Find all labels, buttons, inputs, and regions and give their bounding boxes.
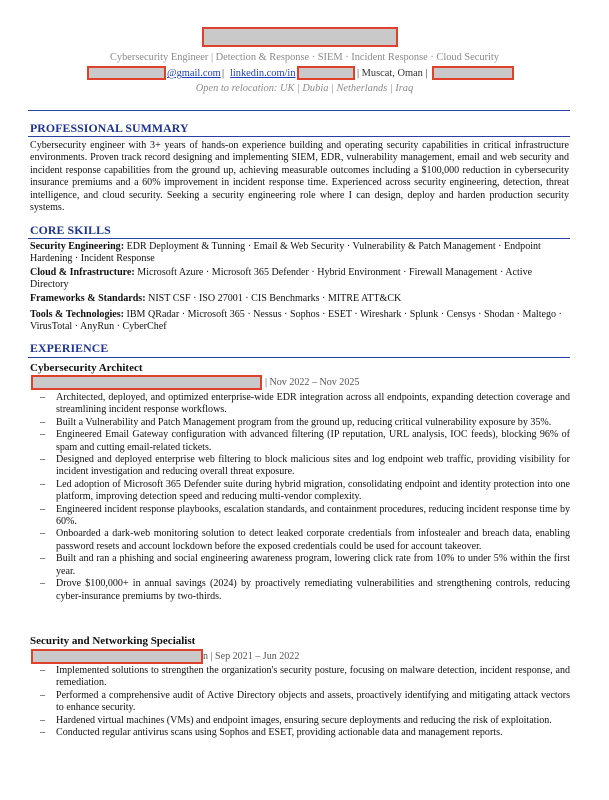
skill-value: NIST CSF · ISO 27001 · CIS Benchmarks · MITRE ATT&CK (148, 293, 402, 304)
redacted-name (202, 27, 398, 47)
skill-value: IBM QRadar · Microsoft 365 · Nessus · Sophos · ESET · Wireshark · Splunk · Censys · Shodan · Maltego · VirusTotal · AnyRun · CyberChef (30, 309, 562, 333)
redacted-linkedin-handle (297, 66, 355, 80)
redacted-email-user (87, 66, 166, 80)
skill-label: Cloud & Infrastructure: (30, 267, 135, 278)
headline-tagline: Cybersecurity Engineer | Detection & Response · SIEM · Incident Response · Cloud Security (109, 52, 500, 63)
bullet-item: – Onboarded a dark-web monitoring solution to detect leaked corporate credentials from infostealer and breach data, enabling password resets and account lockdown before the exposed credentials could be used for account takeover. (30, 528, 570, 553)
bullet-item: – Hardened virtual machines (VMs) and endpoint images, ensuring secure deployments and reducing the risk of exploitation. (30, 715, 570, 727)
job-title: Security and Networking Specialist (30, 635, 196, 647)
summary-text: Cybersecurity engineer with 3+ years of hands-on experience building and operating security capabilities in critical infrastructure environments. Proven track record designing and implementing SIEM, EDR, vulnerability management, email and web security and incident response capabilities from the ground up, achieving measurable outcomes including a $100,000 reduction in cybersecurity insurance premiums and a 60% improvement in incident response time. Experienced across security engineering, detection, threat intelligence, and cloud security. Seeking a security engineering role where I can design, deploy and harden production security systems. (30, 140, 569, 214)
job-dates: | Nov 2022 – Nov 2025 (265, 377, 360, 388)
experience-heading: EXPERIENCE (30, 341, 109, 355)
job-bullets (30, 392, 570, 603)
bullet-item: – Implemented solutions to strengthen the organization's security posture, focusing on malware detection, incident response, and remediation. (30, 665, 570, 690)
skill-value: EDR Deployment & Tunning · Email & Web Security · Vulnerability & Patch Management · Endpoint Hardening · Incident Response (30, 241, 541, 265)
bullet-item: – Conducted regular antivirus scans using Sophos and ESET, providing actionable data and management reports. (30, 727, 570, 739)
skill-value: Microsoft Azure · Microsoft 365 Defender · Hybrid Environment · Firewall Management · Active Directory (30, 267, 533, 291)
linkedin-link[interactable]: linkedin.com/in (230, 68, 296, 79)
bullet-item: – Drove $100,000+ in annual savings (2024) by proactively remediating vulnerabilities and strengthening controls, reducing cyber-insurance premiums by two-thirds. (30, 578, 570, 603)
summary-heading: PROFESSIONAL SUMMARY (30, 121, 189, 135)
skill-row-cloud (30, 267, 570, 292)
skill-label: Security Engineering: (30, 241, 125, 252)
summary-divider (28, 136, 570, 137)
skills-divider (28, 238, 570, 239)
job-bullets (30, 665, 570, 739)
email-domain-link[interactable]: @gmail.com (167, 68, 221, 79)
skill-row-frameworks (30, 293, 570, 305)
experience-divider (28, 357, 570, 358)
skill-label: Frameworks & Standards: (30, 293, 146, 304)
skill-label: Tools & Technologies: (30, 309, 124, 320)
header-divider (28, 110, 570, 111)
bullet-item: – Architected, deployed, and optimized enterprise-wide EDR integration across all endpoints, expanding detection coverage and streamlining incident response workflows. (30, 392, 570, 417)
redacted-employer (31, 375, 262, 390)
redacted-phone (432, 66, 514, 80)
bullet-item: – Engineered incident response playbooks, escalation standards, and containment procedures, reducing incident response time by 60%. (30, 504, 570, 529)
skills-heading: CORE SKILLS (30, 223, 111, 237)
bullet-item: – Built a Vulnerability and Patch Management program from the ground up, reducing critical vulnerability exposure by 35%. (30, 417, 570, 429)
skill-row-security (30, 241, 570, 266)
bullet-item: – Led adoption of Microsoft 365 Defender suite during hybrid migration, consolidating endpoint and identity protection into one platform, improving detection speed and reducing multi-vendor complexity. (30, 479, 570, 504)
relocation-note: Open to relocation: UK | Dubia | Netherlands | Iraq (195, 83, 414, 94)
bullet-item: – Built and ran a phishing and social engineering awareness program, lowering click rate from 10% to under 5% within the first year. (30, 553, 570, 578)
redacted-employer (31, 649, 203, 664)
bullet-item: – Performed a comprehensive audit of Active Directory objects and assets, proactively identifying and mitigating attack vectors to enhance security. (30, 690, 570, 715)
skill-row-tools (30, 309, 570, 334)
bullet-item: – Engineered Email Gateway configuration with advanced filtering (IP reputation, URL analysis, IOC feeds), blocking 96% of spam and cutting email-related tickets. (30, 429, 570, 454)
job-title: Cybersecurity Architect (30, 362, 143, 374)
contact-separator: | (222, 68, 225, 79)
job-dates: n | Sep 2021 – Jun 2022 (203, 651, 300, 662)
bullet-item: – Designed and deployed enterprise web filtering to block malicious sites and log endpoint web traffic, providing visibility for incident investigation and reducing overall threat exposure. (30, 454, 570, 479)
contact-location: | Muscat, Oman | (357, 68, 428, 79)
